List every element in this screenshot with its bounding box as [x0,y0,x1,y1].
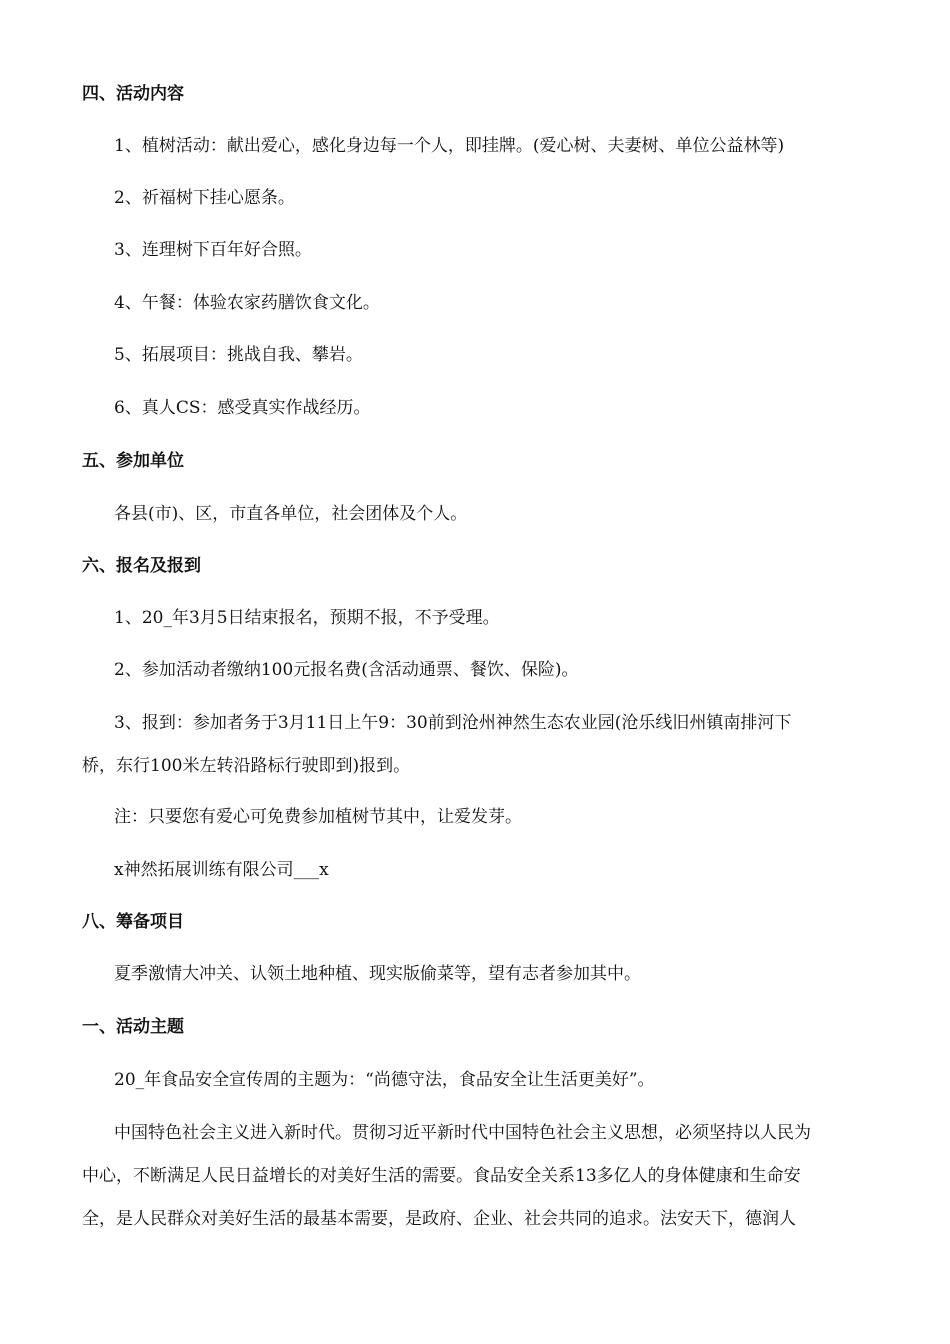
section-6-heading: 六、报名及报到 [82,556,201,576]
section-4-item-5: 5、拓展项目：挑战自我、攀岩。 [114,345,363,365]
section-5-heading: 五、参加单位 [82,451,184,471]
section-8-heading: 八、筹备项目 [82,912,184,932]
section-8-text: 夏季激情大冲关、认领土地种植、现实版偷菜等，望有志者参加其中。 [114,964,641,984]
section-4-heading: 四、活动内容 [82,84,184,104]
section-4-item-6: 6、真人CS：感受真实作战经历。 [114,398,371,418]
section-4-item-2: 2、祈福树下挂心愿条。 [114,188,295,208]
section-6-item-1: 1、20_年3月5日结束报名，预期不报，不予受理。 [114,608,500,628]
section-6-item-3-line-2: 桥，东行100米左转沿路标行驶即到)报到。 [82,756,411,776]
section-1-heading: 一、活动主题 [82,1017,184,1037]
section-1-paragraph-line-2: 中心，不断满足人民日益增长的对美好生活的需要。食品安全关系13多亿人的身体健康和生命安 [82,1166,801,1186]
company-signature: x神然拓展训练有限公司___x [114,860,329,880]
section-1-paragraph-line-1: 中国特色社会主义进入新时代。贯彻习近平新时代中国特色社会主义思想，必须坚持以人民为 [114,1123,811,1143]
section-6-item-2: 2、参加活动者缴纳100元报名费(含活动通票、餐饮、保险)。 [114,660,579,680]
section-5-text: 各县(市)、区，市直各单位，社会团体及个人。 [114,504,468,524]
section-1-theme: 20_年食品安全宣传周的主题为：“尚德守法，食品安全让生活更美好”。 [114,1070,655,1090]
section-1-paragraph-line-3: 全，是人民群众对美好生活的最基本需要，是政府、企业、社会共同的追求。法安天下，德润人 [82,1209,796,1229]
section-6-item-3-line-1: 3、报到：参加者务于3月11日上午9：30前到沧州神然生态农业园(沧乐线旧州镇南排河下 [114,713,792,733]
section-4-item-4: 4、午餐：体验农家药膳饮食文化。 [114,293,380,313]
section-6-note: 注：只要您有爱心可免费参加植树节其中，让爱发芽。 [114,807,522,827]
section-4-item-3: 3、连理树下百年好合照。 [114,240,312,260]
section-4-item-1: 1、植树活动：献出爱心，感化身边每一个人，即挂牌。(爱心树、夫妻树、单位公益林等) [114,136,785,156]
